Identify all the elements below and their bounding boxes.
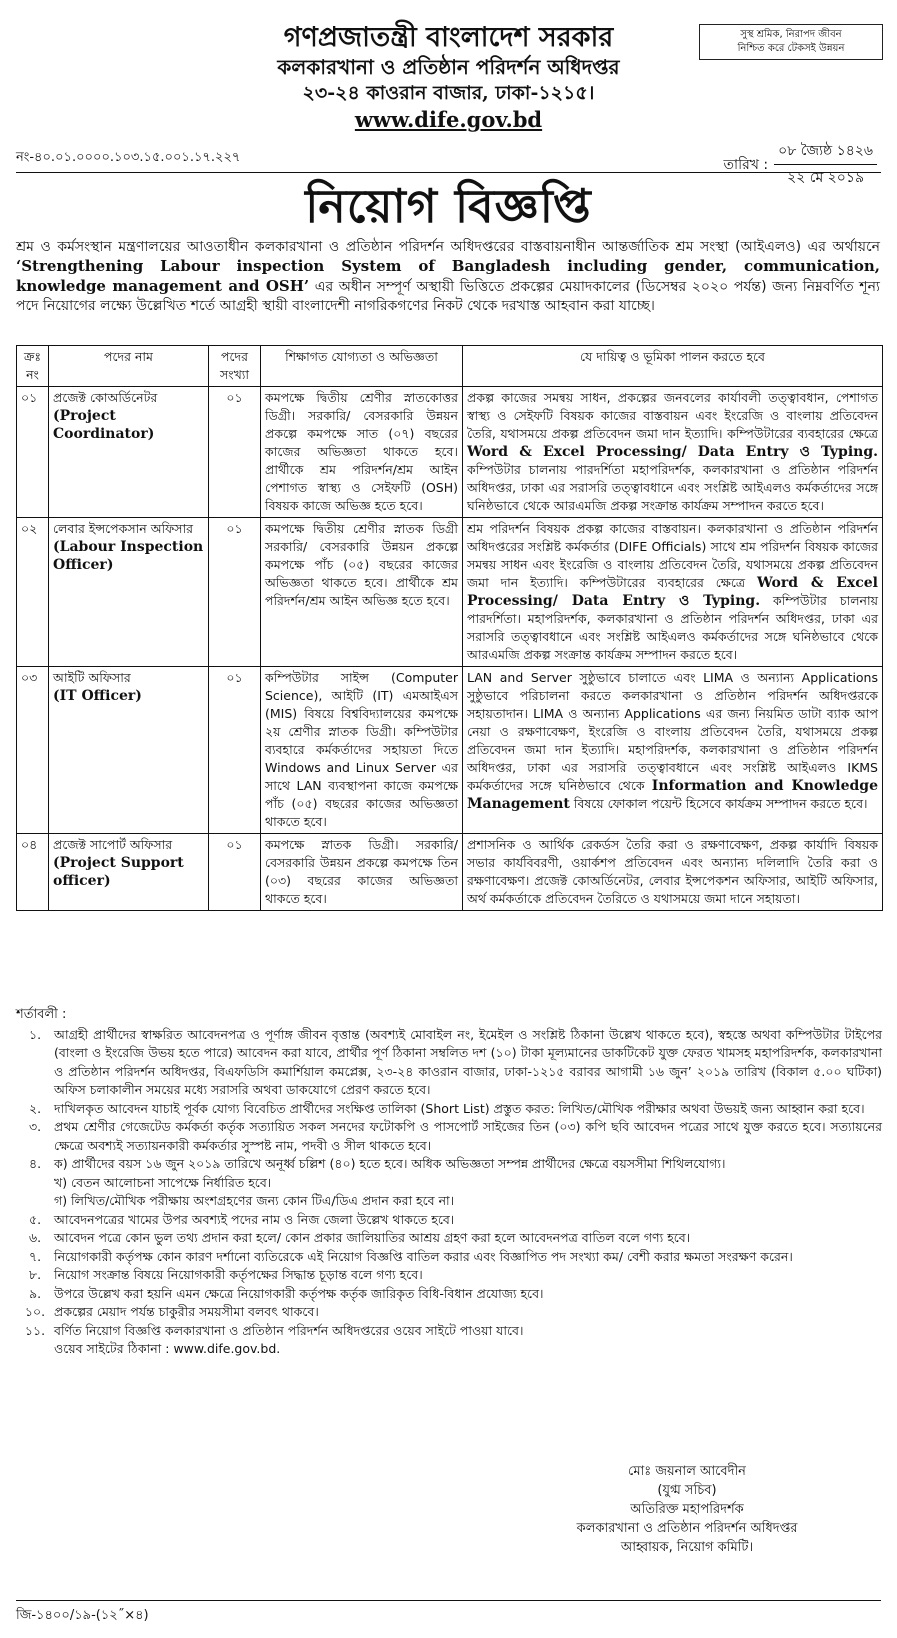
department-address: ২৩-২৪ কাওরান বাজার, ঢাকা-১২১৫। — [302, 82, 595, 104]
website-link[interactable]: www.dife.gov.bd — [354, 107, 543, 132]
term-number: ২. — [28, 1100, 42, 1116]
term-text: আগ্রহী প্রার্থীদের স্বাক্ষরিত আবেদনপত্র ও পূর্ণাঙ্গ জীবন বৃত্তান্ত (অবশ্যই মোবাইল নং, ইমেইল ও সংশ্লিষ্ট ঠিকানা উল্লেখ থাকতে হবে), স্বহস্তে অথবা কম্পিউটার টাইপের (বাংলা ও ইংরেজি উভয় হতে পারে) আবেদন করা যাবে, প্রার্থীর পূর্ণ ঠিকানা সম্বলিত দশ (১০) টাকা মূল্যমানের ডাকটিকেট যুক্ত ফেরত খামসহ মহাপরিদর্শক, কলকারখানা ও প্রতিষ্ঠান পরিদর্শন অধিদপ্তর, বিএফডিসি কমার্শিয়াল কমপ্লেক্স, ২৩-২৪ কাওরান বাজার, ঢাকা-১২১৫ বরাবর আগামী ১৬ জুন’ ২০১৯ তারিখ (বিকাল ৫.০০ ঘটিকা) অফিস চলাকালীন সময়ের মধ্যে সরাসরি অথবা ডাকযোগে প্রেরণ করতে হবে। — [54, 1026, 882, 1097]
term-item — [16, 1303, 882, 1322]
term-number — [16, 1192, 54, 1211]
duties-cell — [463, 834, 883, 911]
signatory-name: মোঃ জয়নাল আবেদীন — [628, 1464, 746, 1479]
term-text: উপরে উল্লেখ করা হয়নি এমন ক্ষেত্রে নিয়োগকারী কর্তৃপক্ষ কর্তৃক জারিকৃত বিধি-বিধান প্রযোজ্য হবে। — [54, 1285, 544, 1301]
qualification-cell: কমপক্ষে স্নাতক ডিগ্রী। সরকারি/বেসরকারি উন্নয়ন প্রকল্পে কমপক্ষে তিন (০৩) বছরের কাজের অভিজ্ঞতা থাকতে হবে। — [261, 834, 463, 911]
print-code: জি-১৪০০/১৯-(১২˝×৪) — [16, 1608, 149, 1623]
duties-text: LAN and Server সুষ্ঠুভাবে চালাতে এবং LIMA ও অন্যান্য Applications সুষ্ঠুভাবে পরিচালনা করতে কলকারখানা ও প্রতিষ্ঠান পরিদর্শন অধিদপ্তরকে সহায়তাদান। LIMA ও অন্যান্য Applications এর জন্য নিয়মিত ডাটা ব্যাক আপ নেয়া ও রক্ষণাবেক্ষণ, ইংরেজি ও বাংলায় প্রতিবেদন তৈরি, যথাসময়ে প্রকল্প প্রতিবেদন জমা দান ইত্যাদি। মহাপরিদর্শক, কলকারখানা ও প্রতিষ্ঠান পরিদর্শন অধিদপ্তর, ঢাকা এর সরাসরি তত্ত্বাবধানে এবং সংশ্লিষ্ট আইএলও IKMS কর্মকর্তাদের সঙ্গে ঘনিষ্ঠভাবে থেকে — [467, 670, 878, 793]
post-name-bn: লেবার ইন্সপেকসান অফিসার — [53, 521, 194, 536]
duties-cell — [463, 667, 883, 834]
post-cell — [49, 667, 209, 834]
govt-name: গণপ্রজাতন্ত্রী বাংলাদেশ সরকার — [283, 22, 614, 53]
duties-text: বিষয়ে ফোকাল পয়েন্ট হিসেবে কার্যক্রম সম্পাদন করতে হবে। — [569, 796, 868, 811]
date-english: ২২ মে ২০১৯ — [787, 170, 865, 186]
term-number: ১১. — [24, 1322, 46, 1338]
term-number: ৭. — [28, 1248, 42, 1264]
term-item — [16, 1266, 882, 1285]
post-name-bn: আইটি অফিসার — [53, 670, 131, 685]
divider — [16, 172, 881, 173]
term-item — [16, 1229, 882, 1248]
term-number: ৬. — [28, 1230, 42, 1245]
duties-text: কম্পিউটার চালনায় পারদর্শিতা। মহাপরিদর্শক, কলকারখানা ও প্রতিষ্ঠান পরিদর্শন অধিদপ্তর, ঢাকা এর সরাসরি তত্ত্বাবধানে এবং সংশ্লিষ্ট আইএলও কর্মকর্তাদের সঙ্গে ঘনিষ্ঠভাবে থেকে আরএমজি প্রকল্প সংক্রান্ত কার্যক্রম সম্পাদন করতে হবে। — [467, 593, 879, 662]
date-label: তারিখ : — [723, 156, 769, 173]
terms-heading: শর্তাবলী : — [16, 1007, 67, 1022]
term-number — [16, 1340, 54, 1359]
post-name-bn: প্রজেক্ট কোঅর্ডিনেটর — [53, 390, 158, 405]
project-name: ‘Strengthening Labour inspection System of Bangladesh including gender, communication, knowledge management and OSH’ — [16, 257, 880, 295]
duties-text: কম্পিউটার চালনায় পারদর্শিতা মহাপরিদর্শক, কলকারখানা ও প্রতিষ্ঠান পরিদর্শন অধিদপ্তর, ঢাকা এর সরাসরি তত্ত্বাবধানে এবং সংশ্লিষ্ট আইএলও কর্মকর্তাদের সঙ্গে ঘনিষ্ঠভাবে থেকে আরএমজি প্রকল্প সংক্রান্ত কার্যক্রম সম্পাদন করতে হবে। — [467, 462, 878, 513]
date-bangla: ০৮ জ্যৈষ্ঠ ১৪২৬ — [774, 139, 877, 165]
term-number: ৫. — [28, 1211, 42, 1227]
term-text: প্রথম শ্রেণীর গেজেটেড কর্মকর্তা কর্তৃক সত্যায়িত সকল সনদের ফটোকপি ও পাসপোর্ট সাইজের তিন (০৩) কপি ছবি আবেদন পত্রের সাথে যুক্ত করতে হবে। সত্যায়নের ক্ষেত্রে অবশ্যই সত্যায়নকারী কর্মকর্তার সুস্পষ্ট নাম, পদবী ও সীল থাকতে হবে। — [54, 1119, 882, 1153]
qualification-cell: কমপক্ষে দ্বিতীয় শ্রেণীর স্নাতকোত্তর ডিগ্রী। সরকারি/ বেসরকারি উন্নয়ন প্রকল্পে কমপক্ষে সাত (০৭) বছরের কাজের অভিজ্ঞতা থাকতে হবে। প্রার্থীকে শ্রম পরিদর্শন/শ্রম আইন পেশাগত স্বাস্থ্য ও সেইফটি (OSH) বিষয়ক কাজে অভিজ্ঞ হতে হবে। — [261, 387, 463, 518]
duties-skill: Information and Knowledge Management — [467, 778, 878, 812]
post-cell — [49, 834, 209, 911]
count-cell: ০১ — [209, 518, 261, 667]
term-item — [16, 1248, 882, 1267]
term-number: ৮. — [28, 1267, 42, 1282]
term-text: নিয়োগকারী কর্তৃপক্ষ কোন কারণ দর্শানো ব্যতিরেকে এই নিয়োগ বিজ্ঞপ্তি বাতিল করার এবং বিজ্ঞাপিত পদ সংখ্যা কম/ বেশী করার ক্ষমতা সংরক্ষণ করেন। — [54, 1248, 793, 1264]
duties-text: প্রশাসনিক ও আর্থিক রেকর্ডস তৈরি করা ও রক্ষণাবেক্ষণ, প্রকল্প কার্যাদি বিষয়ক সভার কার্যবিবরণী, ওয়ার্কশপ প্রতিবেদন এবং অন্যান্য দলিলাদি তৈরি করা ও রক্ষণাবেক্ষণ। প্রজেক্ট কোঅর্ডিনেটর, লেবার ইন্সপেকশন অফিসার, আইটি অফিসার, অর্থ কর্মকর্তাকে প্রতিবেদন তৈরিতে ও যথাসময়ে জমা দানে সহায়তা। — [467, 837, 878, 906]
intro-text-2: এর অধীন সম্পূর্ণ অস্থায়ী ভিত্তিতে প্রকল্পের মেয়াদকালের (ডিসেম্বর ২০২০ পর্যন্ত) জন্য নিম্নবর্ণিত শূন্য পদে নিয়োগের লক্ষ্যে উল্লেখিত শর্তে আগ্রহী স্থায়ী বাংলাদেশী নাগরিকগণের নিকট থেকে দরখাস্ত আহবান করা যাচ্ছে। — [16, 279, 880, 314]
duties-cell — [463, 518, 883, 667]
term-item — [16, 1026, 882, 1100]
post-name-en: (IT Officer) — [53, 688, 142, 704]
vacancy-table — [16, 345, 883, 911]
serial-cell: ০৩ — [17, 667, 49, 834]
term-text: বর্ণিত নিয়োগ বিজ্ঞপ্তি কলকারখানা ও প্রতিষ্ঠান পরিদর্শন অধিদপ্তরের ওয়েব সাইটে পাওয়া যাবে। — [54, 1322, 524, 1338]
post-name-en: (Project Coordinator) — [53, 408, 155, 442]
term-item — [16, 1340, 882, 1359]
serial-cell: ০২ — [17, 518, 49, 667]
signatory-rank: (যুগ্ম সচিব) — [657, 1483, 717, 1498]
page-title: নিয়োগ বিজ্ঞপ্তি — [305, 179, 592, 233]
term-text: ক) প্রার্থীদের বয়স ১৬ জুন ২০১৯ তারিখে অনূর্ধ্ব চল্লিশ (৪০) হতে হবে। অধিক অভিজ্ঞতা সম্পন্ন প্রার্থীদের ক্ষেত্রে বয়সসীমা শিথিলযোগ্য। — [54, 1156, 726, 1171]
intro-text-1: শ্রম ও কর্মসংস্থান মন্ত্রণালয়ের আওতাধীন কলকারখানা ও প্রতিষ্ঠান পরিদর্শন অধিদপ্তরের বাস্তবায়নাধীন আন্তর্জাতিক শ্রম সংস্থা (আইএলও) এর অর্থায়নে — [16, 239, 880, 255]
post-name-en: (Project Support officer) — [53, 855, 184, 889]
term-text: ওয়েব সাইটের ঠিকানা : www.dife.gov.bd. — [54, 1341, 281, 1356]
term-item — [16, 1100, 882, 1119]
term-item — [16, 1192, 882, 1211]
department-name: কলকারখানা ও প্রতিষ্ঠান পরিদর্শন অধিদপ্তর — [277, 55, 620, 79]
term-item — [16, 1285, 882, 1304]
term-number: ১. — [28, 1026, 42, 1042]
signature-block — [547, 1462, 827, 1557]
table-row — [17, 518, 883, 667]
count-cell: ০১ — [209, 667, 261, 834]
term-text: আবেদনপত্রের খামের উপর অবশ্যই পদের নাম ও নিজ জেলা উল্লেখ থাকতে হবে। — [54, 1211, 455, 1227]
count-cell: ০১ — [209, 834, 261, 911]
term-text: প্রকল্পের মেয়াদ পর্যন্ত চাকুরীর সময়সীমা বলবৎ থাকবে। — [54, 1304, 319, 1319]
slogan-line-2: নিশ্চিত করে টেকসই উন্নয়ন — [737, 43, 845, 54]
term-text: আবেদন পত্রে কোন ভুল তথ্য প্রদান করা হলে/ কোন প্রকার জালিয়াতির আশ্রয় গ্রহণ করা হলে আবেদনপত্র বাতিল বলে গণ্য হবে। — [54, 1230, 691, 1245]
term-item — [16, 1118, 882, 1155]
col-header-serial: ক্রঃ নং — [17, 346, 49, 387]
reference-number: নং-৪০.০১.০০০০.১০৩.১৫.০০১.১৭.২২৭ — [16, 150, 241, 165]
term-number: ৩. — [28, 1119, 42, 1134]
duties-skill: Word & Excel Processing/ Data Entry ও Typing. — [467, 575, 878, 609]
term-item — [16, 1211, 882, 1230]
term-text: গ) লিখিত/মৌখিক পরীক্ষায় অংশগ্রহণের জন্য কোন টিএ/ডিএ প্রদান করা হবে না। — [54, 1193, 455, 1208]
signatory-office: কলকারখানা ও প্রতিষ্ঠান পরিদর্শন অধিদপ্তর — [576, 1521, 798, 1536]
signatory-designation: অতিরিক্ত মহাপরিদর্শক — [630, 1502, 744, 1517]
table-row — [17, 387, 883, 518]
term-text: নিয়োগ সংক্রান্ত বিষয়ে নিয়োগকারী কর্তৃপক্ষের সিদ্ধান্ত চূড়ান্ত বলে গণ্য হবে। — [54, 1267, 423, 1282]
count-cell: ০১ — [209, 387, 261, 518]
table-row — [17, 667, 883, 834]
slogan-line-1: সুস্থ শ্রমিক, নিরাপদ জীবন — [740, 29, 842, 40]
intro-paragraph — [16, 238, 880, 316]
duties-cell — [463, 387, 883, 518]
duties-text: প্রকল্প কাজের সমন্বয় সাধন, প্রকল্পের জনবলের কার্যাবলী তত্ত্বাবধান, পেশাগত স্বাস্থ্য ও সেইফটি বিষয়ক কাজের বাস্তবায়ন এবং ইংরেজি ও বাংলায় প্রতিবেদন তৈরি, যথাসময়ে প্রকল্প প্রতিবেদন জমা দান ইত্যাদি। কম্পিউটারের ব্যবহারের ক্ষেত্রে — [467, 390, 878, 441]
table-header-row — [17, 346, 883, 387]
terms-section — [16, 1006, 882, 1359]
duties-text: শ্রম পরিদর্শন বিষয়ক প্রকল্প কাজের বাস্তবায়ন। কলকারখানা ও প্রতিষ্ঠান পরিদর্শন অধিদপ্তরের সংশ্লিষ্ট কর্মকর্তার (DIFE Officials) সাথে শ্রম পরিদর্শন বিষয়ক কাজের সমন্বয় সাধন এবং ইংরেজি ও বাংলায় প্রতিবেদন তৈরি, যথাসময়ে প্রকল্প প্রতিবেদন জমা দান ইত্যাদি। কম্পিউটারের ব্যবহারের ক্ষেত্রে — [467, 521, 878, 590]
post-cell — [49, 387, 209, 518]
duties-skill: Word & Excel Processing/ Data Entry ও Typing. — [467, 444, 878, 460]
qualification-cell: কম্পিউটার সাইন্স (Computer Science), আইটি (IT) এমআইএস (MIS) বিষয়ে বিশ্ববিদ্যালয়ের কমপক্ষে ২য় শ্রেণীর স্নাতক ডিগ্রী। কম্পিউটার ব্যবহারে কর্মকর্তাদের সহায়তা দিতে Windows and Linux Server এর সাথে LAN ব্যবস্থাপনা কাজে কমপক্ষে পাঁচ (০৫) বছরের কাজের অভিজ্ঞতা থাকতে হবে। — [261, 667, 463, 834]
term-number — [16, 1174, 54, 1193]
col-header-count: পদের সংখ্যা — [209, 346, 261, 387]
post-cell — [49, 518, 209, 667]
slogan-box — [699, 24, 883, 60]
term-text: খ) বেতন আলোচনা সাপেক্ষে নির্ধারিত হবে। — [54, 1174, 272, 1190]
term-number: ৪. — [28, 1156, 42, 1171]
term-number: ৯. — [28, 1285, 42, 1301]
serial-cell: ০৪ — [17, 834, 49, 911]
signatory-role: আহ্বায়ক, নিয়োগ কমিটি। — [620, 1540, 754, 1555]
post-name-bn: প্রজেক্ট সাপোর্ট অফিসার — [53, 837, 173, 852]
col-header-post: পদের নাম — [49, 346, 209, 387]
term-item — [16, 1174, 882, 1193]
term-text: দাখিলকৃত আবেদন যাচাই পূর্বক যোগ্য বিবেচিত প্রার্থীদের সংক্ষিপ্ত তালিকা (Short List) প্রস্তুত করত: লিখিত/মৌখিক পরীক্ষার অথবা উভয়ই জন্য আহ্বান করা হবে। — [54, 1100, 865, 1116]
qualification-cell: কমপক্ষে দ্বিতীয় শ্রেণীর স্নাতক ডিগ্রী সরকারি/ বেসরকারি উন্নয়ন প্রকল্পে কমপক্ষে পাঁচ (০৫) বছরের কাজের অভিজ্ঞতা থাকতে হবে। প্রার্থীকে শ্রম পরিদর্শন/শ্রম আইন অভিজ্ঞ হতে হবে। — [261, 518, 463, 667]
serial-cell: ০১ — [17, 387, 49, 518]
col-header-duties: যে দায়িত্ব ও ভূমিকা পালন করতে হবে — [463, 346, 883, 387]
term-number: ১০. — [24, 1304, 46, 1319]
term-item — [16, 1155, 882, 1174]
footer-divider — [16, 1600, 881, 1601]
term-item — [16, 1322, 882, 1341]
post-name-en: (Labour Inspection Officer) — [53, 539, 204, 573]
table-row — [17, 834, 883, 911]
col-header-qualification: শিক্ষাগত যোগ্যতা ও অভিজ্ঞতা — [261, 346, 463, 387]
